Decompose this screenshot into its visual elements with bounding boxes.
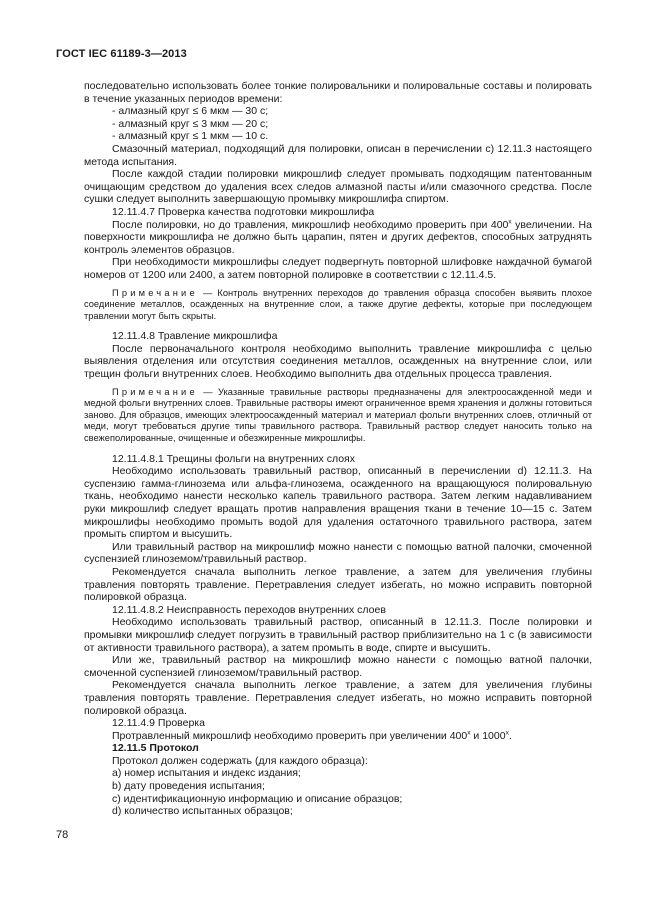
paragraph: Или же, травильный раствор на микрошлиф можно нанести с помощью ватной палочки, смоченной суспензией глиноземом/травильный раствор. [84, 654, 592, 679]
text-run: увеличении. На поверхности микрошлифа не должно быть царапин, пятен и других дефектов, способных затруднять контроль элементов образцов. [84, 218, 592, 256]
page-body [84, 80, 592, 818]
list-item: d) количество испытанных образцов; [112, 805, 293, 818]
text-run: После полировки, но до травления, микрошлиф необходимо проверить при 400 [112, 218, 509, 231]
paragraph: После каждой стадии полировки микрошлиф следует промывать подходящим патентованным очищающим средством до удаления всех следов алмазной пасты и/или смазочного средства. После сушки следует выполнить завершающую промывку микрошлифа спиртом. [84, 168, 592, 206]
note [84, 387, 592, 445]
text-run: Протравленный микрошлиф необходимо проверить при увеличении 400 [112, 729, 468, 742]
superscript: х [467, 729, 471, 737]
note [84, 288, 592, 323]
section-heading: 12.11.4.8.2 Неисправность переходов внутренних слоев [112, 603, 386, 616]
paragraph [84, 219, 592, 257]
paragraph: При необходимости микрошлифы следует подвергнуть повторной шлифовке наждачной бумагой номеров от 1200 или 2400, а затем повторной полировке в соответствии с 12.11.4.5. [84, 256, 592, 281]
section-heading-bold: 12.11.5 Протокол [112, 742, 199, 755]
list-item: с) идентификационную информацию и описание образцов; [112, 792, 403, 805]
document-header: ГОСТ IEC 61189-3—2013 [56, 48, 187, 60]
paragraph: Протокол должен содержать (для каждого образца): [112, 754, 368, 767]
paragraph: Необходимо использовать травильный раствор, описанный в 12.11.3. После полировки и промывки микрошлиф следует погрузить в травильный раствор приблизительно на 1 с (в зависимости от активности травильного раствора), а затем промыть в воде, спирте и высушить. [84, 616, 592, 654]
list-item: - алмазный круг ≤ 1 мкм — 10 с. [112, 130, 269, 143]
paragraph: Необходимо использовать травильный раствор, описанный в перечислении d) 12.11.3. На суспензию гамма-глинозема или альфа-глинозема, осажденного на вращающуюся полировальную ткань, необходимо нанести несколько капель травильного раствора. Затем легким надавливанием руки микрошлиф следует вращать против направления вращения ткани в течение 10—15 с. Затем микрошлифы необходимо промыть водой для удаления остаточного травильного раствора, затем промыть спиртом и высушить. [84, 465, 592, 541]
note-text: — Контроль внутренних переходов до травления образца способен выявить плохое соединение металлов, осажденных на внутренние слои, а также другие дефекты, которые при последующем травлении могут быть скрыты. [84, 287, 592, 321]
text-run: . [508, 729, 512, 742]
page-number: 78 [56, 829, 69, 841]
paragraph: Рекомендуется сначала выполнить легкое травление, а затем для увеличения глубины травления повторять травление. Перетравления следует избегать, но можно исправить повторной полировкой образца. [84, 565, 592, 604]
paragraph: Рекомендуется сначала выполнить легкое травление, а затем для увеличения глубины травления повторять травление. Перетравления следует избегать, но можно исправить повторной полировкой образца. [84, 679, 592, 717]
superscript: х [505, 729, 509, 737]
section-heading: 12.11.4.7 Проверка качества подготовки микрошлифа [112, 205, 375, 218]
section-heading: 12.11.4.8.1 Трещины фольги на внутренних слоях [112, 452, 355, 465]
section-heading: 12.11.4.8 Травление микрошлифа [112, 330, 278, 343]
section-heading: 12.11.4.9 Проверка [112, 717, 205, 730]
text-run: и 1000 [470, 729, 506, 742]
paragraph: последовательно использовать более тонкие полировальники и полировальные составы и полировать в течение указанных периодов времени: [84, 80, 592, 105]
paragraph: Или травильный раствор на микрошлиф можно нанести с помощью ватной палочки, смоченной суспензией глиноземом/травильный раствор. [84, 540, 592, 566]
note-label: Примечание [112, 386, 198, 397]
paragraph [84, 730, 592, 743]
list-item: - алмазный круг ≤ 6 мкм — 30 с; [112, 105, 269, 118]
paragraph: Смазочный материал, подходящий для полировки, описан в перечислении с) 12.11.3 настоящего метода испытания. [84, 142, 592, 168]
list-item: а) номер испытания и индекс издания; [112, 767, 301, 780]
list-item: b) дату проведения испытания; [112, 780, 265, 793]
list-item: - алмазный круг ≤ 3 мкм — 20 с; [112, 117, 269, 130]
note-text: — Указанные травильные растворы предназначены для электроосажденной меди и медной фольги внутренних слоев. Травильные растворы имеют ограниченное время хранения и должны готовиться заново. Для образцов, имеющих электроосажденный материал и материал фольги внутренних слоев, отличный от меди, могут требоваться другие типы травильного раствора. Травильный раствор следует наносить только на свежеполированные, очищенные и обезжиренные микрошлифы. [84, 386, 592, 444]
superscript: х [508, 218, 512, 226]
paragraph: После первоначального контроля необходимо выполнить травление микрошлифа с целью выявления отделения или отсутствия соединения металлов, осажденных на внутренние слои, или трещин фольги внутренних слоев. Необходимо выполнить два отдельных процесса травления. [84, 342, 592, 381]
note-label: Примечание [112, 287, 198, 298]
